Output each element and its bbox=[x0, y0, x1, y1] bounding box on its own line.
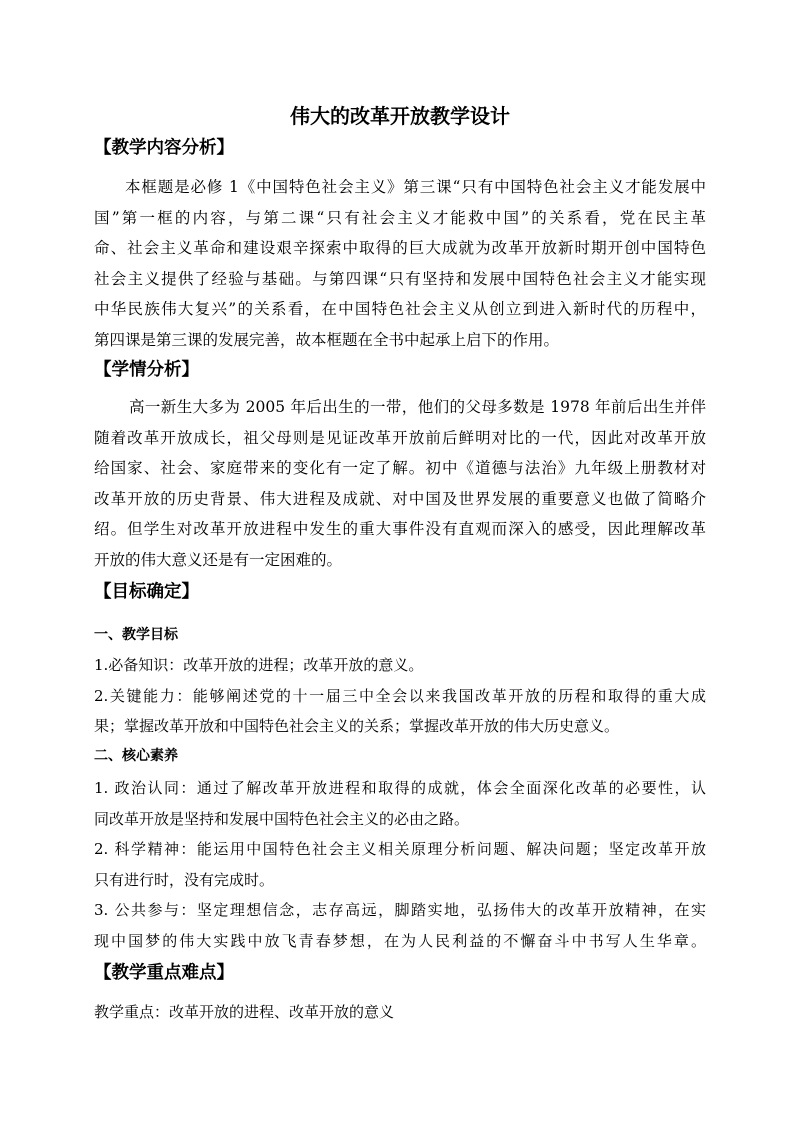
content-analysis-paragraph bbox=[94, 172, 706, 355]
paragraph-line: 高一新生大多为 2005 年后出生的一带，他们的父母多数是 1978 年前后出生并伴 bbox=[129, 398, 706, 416]
section-heading-key-points: 【教学重点难点】 bbox=[94, 963, 234, 983]
subheading-core-literacy: 二、核心素养 bbox=[94, 748, 178, 764]
list-item: 1.必备知识：改革开放的进程；改革开放的意义。 bbox=[94, 656, 424, 674]
paragraph-line: 本框题是必修 1《中国特色社会主义》第三课“只有中国特色社会主义才能发展中 bbox=[125, 178, 706, 196]
paragraph-line: 教学重点：改革开放的进程、改革开放的意义 bbox=[94, 1003, 395, 1021]
paragraph-line: 第四课是第三课的发展完善，故本框题在全书中起承上启下的作用。 bbox=[94, 330, 560, 349]
list-item: 现中国梦的伟大实践中放飞青春梦想，在为人民利益的不懈奋斗中书写人生华章。 bbox=[94, 931, 706, 950]
student-analysis-paragraph bbox=[94, 392, 706, 575]
list-item: 同改革开放是坚持和发展中国特色社会主义的必由之路。 bbox=[94, 809, 470, 828]
key-points-paragraph bbox=[94, 997, 706, 1028]
paragraph-line: 绍。但学生对改革开放进程中发生的重大事件没有直观而深入的感受，因此理解改革 bbox=[94, 520, 706, 538]
paragraph-line: 国”第一框的内容，与第二课“只有社会主义才能救中国”的关系看，党在民主革 bbox=[94, 208, 706, 227]
section-heading-goals: 【目标确定】 bbox=[94, 582, 199, 602]
section-heading-student-analysis: 【学情分析】 bbox=[94, 360, 199, 380]
list-item: 2. 科学精神：能运用中国特色社会主义相关原理分析问题、解决问题；坚定改革开放 bbox=[94, 840, 706, 858]
paragraph-line: 社会主义提供了经验与基础。与第四课“只有坚持和发展中国特色社会主义才能实现 bbox=[94, 269, 706, 288]
list-item: 2.关键能力：能够阐述党的十一届三中全会以来我国改革开放的历程和取得的重大成 bbox=[94, 686, 706, 705]
document-title: 伟大的改革开放教学设计 bbox=[290, 104, 510, 128]
paragraph-line: 命、社会主义革命和建设艰辛探索中取得的巨大成就为改革开放新时期开创中国特色 bbox=[94, 239, 706, 257]
section-heading-content-analysis: 【教学内容分析】 bbox=[94, 138, 234, 158]
paragraph-line: 开放的伟大意义还是有一定困难的。 bbox=[94, 550, 343, 569]
list-item: 果；掌握改革开放和中国特色社会主义的关系；掌握改革开放的伟大历史意义。 bbox=[94, 717, 620, 735]
paragraph-line: 中华民族伟大复兴”的关系看，在中国特色社会主义从创立到进入新时代的历程中， bbox=[94, 300, 706, 318]
core-literacy-list bbox=[94, 773, 706, 956]
list-item: 3. 公共参与：坚定理想信念，志存高远，脚踏实地，弘扬伟大的改革开放精神，在实 bbox=[94, 901, 706, 919]
list-item: 1. 政治认同：通过了解改革开放进程和取得的成就，体会全面深化改革的必要性，认 bbox=[94, 779, 706, 797]
subheading-teaching-goals: 一、教学目标 bbox=[94, 627, 178, 643]
paragraph-line: 随着改革开放成长，祖父母则是见证改革开放前后鲜明对比的一代，因此对改革开放 bbox=[94, 428, 706, 447]
paragraph-line: 改革开放的历史背景、伟大进程及成就、对中国及世界发展的重要意义也做了简略介 bbox=[94, 489, 706, 508]
teaching-goals-list bbox=[94, 650, 706, 742]
list-item: 只有进行时，没有完成时。 bbox=[94, 870, 275, 889]
paragraph-line: 给国家、社会、家庭带来的变化有一定了解。初中《道德与法治》九年级上册教材对 bbox=[94, 459, 706, 477]
